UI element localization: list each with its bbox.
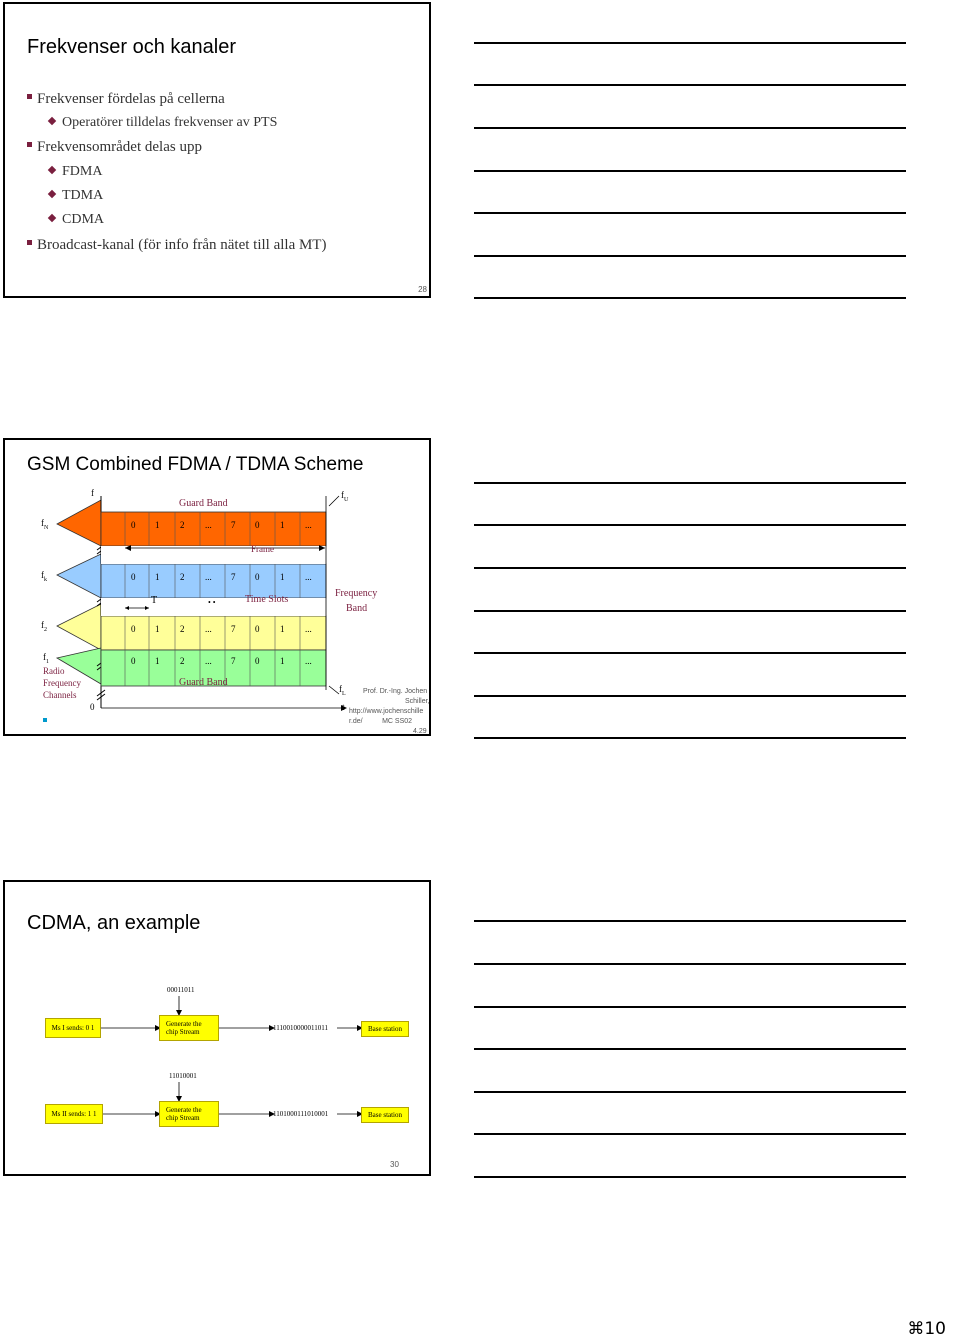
note-line xyxy=(474,1091,906,1093)
axis-t-label: t xyxy=(342,702,345,712)
label-fU xyxy=(341,490,348,503)
note-line xyxy=(474,1006,906,1008)
slot-label: ... xyxy=(305,656,312,666)
bullet-text: Frekvensområdet delas upp xyxy=(37,139,202,155)
bullet-text: Frekvenser fördelas på cellerna xyxy=(37,91,225,107)
axis-label-f: f xyxy=(91,488,94,498)
note-line xyxy=(474,1048,906,1050)
label-sub: 2 xyxy=(44,626,47,633)
slot-label: 0 xyxy=(131,520,136,530)
generate-chip-box-1 xyxy=(159,1015,219,1041)
slot-label: 0 xyxy=(131,624,136,634)
note-line xyxy=(474,212,906,214)
slot-label: 7 xyxy=(231,656,236,666)
slide-gsm-scheme xyxy=(3,438,431,736)
note-line xyxy=(474,1176,906,1178)
slot-label: 1 xyxy=(155,520,160,530)
note-line xyxy=(474,1133,906,1135)
slot-label: ... xyxy=(305,624,312,634)
label-sub: L xyxy=(342,690,346,697)
slot-label: 2 xyxy=(180,520,185,530)
bullet-item xyxy=(49,212,104,228)
note-line xyxy=(474,255,906,257)
slot-label: 1 xyxy=(280,520,285,530)
generate-chip-box-2 xyxy=(159,1101,219,1127)
ms2-box xyxy=(45,1104,103,1124)
slide-frekvenser xyxy=(3,2,431,298)
ms1-box xyxy=(45,1018,101,1038)
ms2-label: Ms II sends: 1 1 xyxy=(51,1110,97,1118)
slot-label: 1 xyxy=(280,572,285,582)
diamond-bullet-icon xyxy=(48,214,56,222)
note-line xyxy=(474,695,906,697)
footer-page xyxy=(907,1319,946,1339)
square-bullet-icon xyxy=(27,142,32,147)
slide-title: GSM Combined FDMA / TDMA Scheme xyxy=(27,454,364,475)
slot-label: ... xyxy=(305,520,312,530)
label-text: f xyxy=(41,518,44,528)
slot-label: ... xyxy=(205,520,212,530)
bullet-item xyxy=(49,164,102,180)
slot-label: ... xyxy=(305,572,312,582)
frame-label: Frame xyxy=(251,544,274,554)
gen-label: chip Stream xyxy=(166,1114,200,1122)
credit-line: Schiller, xyxy=(405,698,430,705)
note-line xyxy=(474,84,906,86)
slide-title: Frekvenser och kanaler xyxy=(27,36,236,58)
slot-label: 1 xyxy=(155,624,160,634)
note-line xyxy=(474,42,906,44)
slot-label: 0 xyxy=(255,656,260,666)
command-icon: ⌘ xyxy=(907,1319,925,1339)
note-line xyxy=(474,524,906,526)
label-fk xyxy=(41,570,47,583)
ms1-label: Ms I sends: 0 1 xyxy=(51,1024,95,1032)
base-label: Base station xyxy=(367,1025,403,1033)
bullet-item xyxy=(27,237,326,254)
note-line xyxy=(474,652,906,654)
footer-page-number: 10 xyxy=(924,1319,946,1339)
label-sub: k xyxy=(44,576,47,583)
note-line xyxy=(474,127,906,129)
bullet-item xyxy=(27,91,225,108)
radio-channels-label-2: Frequency xyxy=(43,678,81,688)
slot-label: 0 xyxy=(255,572,260,582)
slot-label: 1 xyxy=(280,624,285,634)
slot-label: 1 xyxy=(155,656,160,666)
freq-wedge-fk xyxy=(57,554,101,598)
slot-label: 7 xyxy=(231,572,236,582)
page-number: 30 xyxy=(390,1160,399,1169)
slot-label: ... xyxy=(205,572,212,582)
note-line xyxy=(474,482,906,484)
bullet-item xyxy=(49,188,103,204)
credit-line: r.de/ MC SS02 xyxy=(349,718,413,725)
label-text: f xyxy=(339,684,342,694)
note-line xyxy=(474,920,906,922)
note-line xyxy=(474,963,906,965)
slide-cdma-example xyxy=(3,880,431,1176)
square-bullet-icon xyxy=(27,240,32,245)
label-sub: 1 xyxy=(46,658,49,665)
slot-label: 2 xyxy=(180,624,185,634)
slide-title: CDMA, an example xyxy=(27,912,201,934)
diamond-bullet-icon xyxy=(48,190,56,198)
base-station-box-1 xyxy=(361,1021,409,1037)
label-text: f xyxy=(41,620,44,630)
label-fN xyxy=(41,518,48,531)
credit-line: 4.29 xyxy=(413,728,427,735)
gen-label: chip Stream xyxy=(166,1028,200,1036)
label-fL xyxy=(339,684,346,697)
note-line xyxy=(474,170,906,172)
slot-label: 0 xyxy=(131,572,136,582)
diamond-bullet-icon xyxy=(48,117,56,125)
radio-channels-label: Radio xyxy=(43,666,65,676)
guard-band-bottom: Guard Band xyxy=(179,677,228,688)
chip-stream-2: 1101000111010001 xyxy=(273,1110,329,1118)
frequency-band-label: Frequency xyxy=(335,588,378,599)
freq-wedge-f2 xyxy=(57,604,101,650)
note-line xyxy=(474,567,906,569)
label-text: f xyxy=(341,490,344,500)
bullet-text: Operatörer tilldelas frekvenser av PTS xyxy=(62,115,278,130)
axis-zero-label: 0 xyxy=(90,702,95,712)
slot-label: 7 xyxy=(231,624,236,634)
base-station-box-2 xyxy=(361,1107,409,1123)
slot-label: 0 xyxy=(131,656,136,666)
credit-line: http://www.jochenschille xyxy=(349,708,424,715)
label-text: f xyxy=(41,570,44,580)
label-text: f xyxy=(43,652,46,662)
bullet-text: TDMA xyxy=(62,188,104,203)
gen-label: Generate the xyxy=(166,1106,202,1114)
slot-label: ... xyxy=(205,624,212,634)
label-f2 xyxy=(41,620,47,633)
page-number: 28 xyxy=(418,285,427,294)
base-label: Base station xyxy=(367,1111,403,1119)
gen-label: Generate the xyxy=(166,1020,202,1028)
bullet-text: CDMA xyxy=(62,212,105,227)
bullet-item xyxy=(27,139,202,156)
radio-channels-label-3: Channels xyxy=(43,690,77,700)
credit-line: Prof. Dr.-Ing. Jochen xyxy=(363,688,428,695)
bullet-text: FDMA xyxy=(62,164,103,179)
note-line xyxy=(474,297,906,299)
diamond-bullet-icon xyxy=(48,166,56,174)
time-slots-label: Time Slots xyxy=(245,594,289,605)
label-sub: U xyxy=(344,496,349,503)
label-f1 xyxy=(43,652,49,665)
t-label: T xyxy=(151,595,158,606)
chip-stream-1: 1110010000011011 xyxy=(273,1024,328,1032)
slot-label: 7 xyxy=(231,520,236,530)
slot-label: ... xyxy=(205,656,212,666)
slot-label: 2 xyxy=(180,572,185,582)
slot-label: 0 xyxy=(255,624,260,634)
frequency-band-label-2: Band xyxy=(346,603,368,614)
guard-band-top: Guard Band xyxy=(179,498,228,509)
note-line xyxy=(474,610,906,612)
slot-label: 2 xyxy=(180,656,185,666)
bullet-item xyxy=(49,115,277,131)
square-bullet-icon xyxy=(27,94,32,99)
spreading-code-1: 00011011 xyxy=(167,986,195,994)
bullet-text: Broadcast-kanal (för info från nätet till alla MT) xyxy=(37,237,327,253)
slot-label: 1 xyxy=(155,572,160,582)
slot-label: 1 xyxy=(280,656,285,666)
slot-label: 0 xyxy=(255,520,260,530)
dots-label: • • xyxy=(208,598,216,607)
freq-wedge-fN xyxy=(57,500,101,546)
spreading-code-2: 11010001 xyxy=(169,1072,197,1080)
label-sub: N xyxy=(44,524,49,531)
note-line xyxy=(474,737,906,739)
